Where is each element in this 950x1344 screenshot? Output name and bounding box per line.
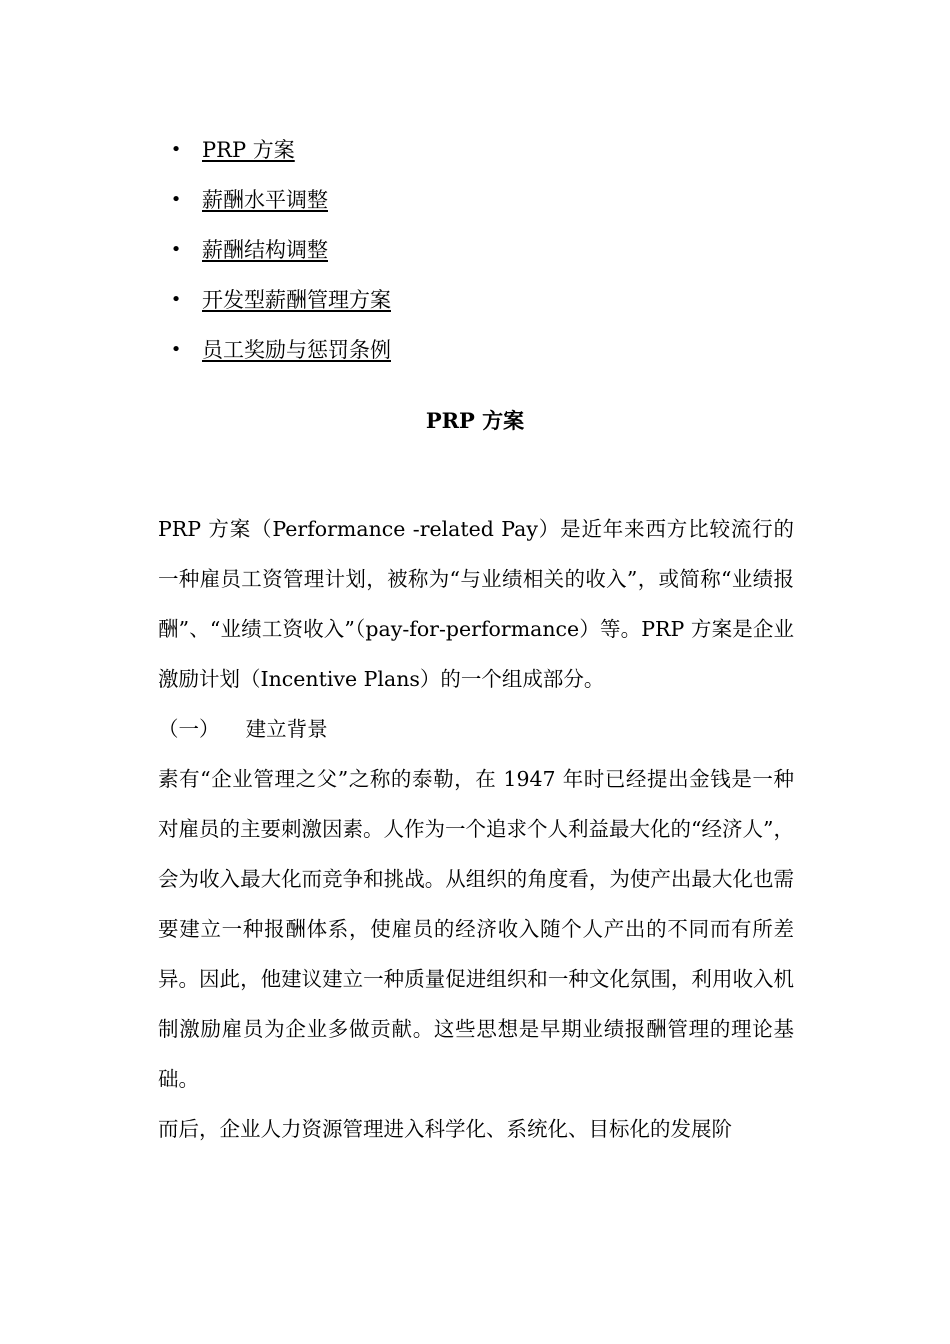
toc-item-salary-level [170, 183, 391, 233]
section-title: PRP 方案 [425, 408, 525, 433]
toc-item-reward-punishment [170, 333, 391, 383]
document-body [158, 504, 794, 1154]
subsection-number: （一） [158, 717, 220, 741]
subsection-heading [158, 704, 794, 754]
bullet-icon: • [170, 189, 182, 210]
toc-link-development-plan[interactable]: 开发型薪酬管理方案 [202, 288, 391, 312]
toc-link-salary-structure[interactable]: 薪酬结构调整 [202, 238, 328, 262]
subsection-title: 建立背景 [245, 717, 328, 741]
paragraph-intro: PRP 方案（Performance -related Pay）是近年来西方比较流行的一种雇员工资管理计划，被称为“与业绩相关的收入”，或简称“业绩报酬”、“业绩工资收入”（pay-for-performance）等。PRP 方案是企业激励计划（Incentive Plans）的一个组成部分。 [158, 517, 794, 691]
toc-item-prp [170, 133, 391, 183]
toc-link-reward-punishment[interactable]: 员工奖励与惩罚条例 [202, 338, 391, 362]
toc-item-development-plan [170, 283, 391, 333]
bullet-icon: • [170, 289, 182, 310]
paragraph-background: 素有“企业管理之父”之称的泰勒，在 1947 年时已经提出金钱是一种对雇员的主要刺激因素。人作为一个追求个人利益最大化的“经济人”，会为收入最大化而竞争和挑战。从组织的角度看，为使产出最大化也需要建立一种报酬体系，使雇员的经济收入随个人产出的不同而有所差异。因此，他建议建立一种质量促进组织和一种文化氛围，利用收入机制激励雇员为企业多做贡献。这些思想是早期业绩报酬管理的理论基础。 [158, 767, 794, 1091]
toc-link-salary-level[interactable]: 薪酬水平调整 [202, 188, 328, 212]
toc-item-salary-structure [170, 233, 391, 283]
bullet-icon: • [170, 139, 182, 160]
paragraph-continued: 而后，企业人力资源管理进入科学化、系统化、目标化的发展阶 [158, 1117, 732, 1141]
bullet-icon: • [170, 239, 182, 260]
table-of-contents [170, 133, 391, 383]
toc-link-prp[interactable]: PRP 方案 [202, 138, 295, 162]
bullet-icon: • [170, 339, 182, 360]
